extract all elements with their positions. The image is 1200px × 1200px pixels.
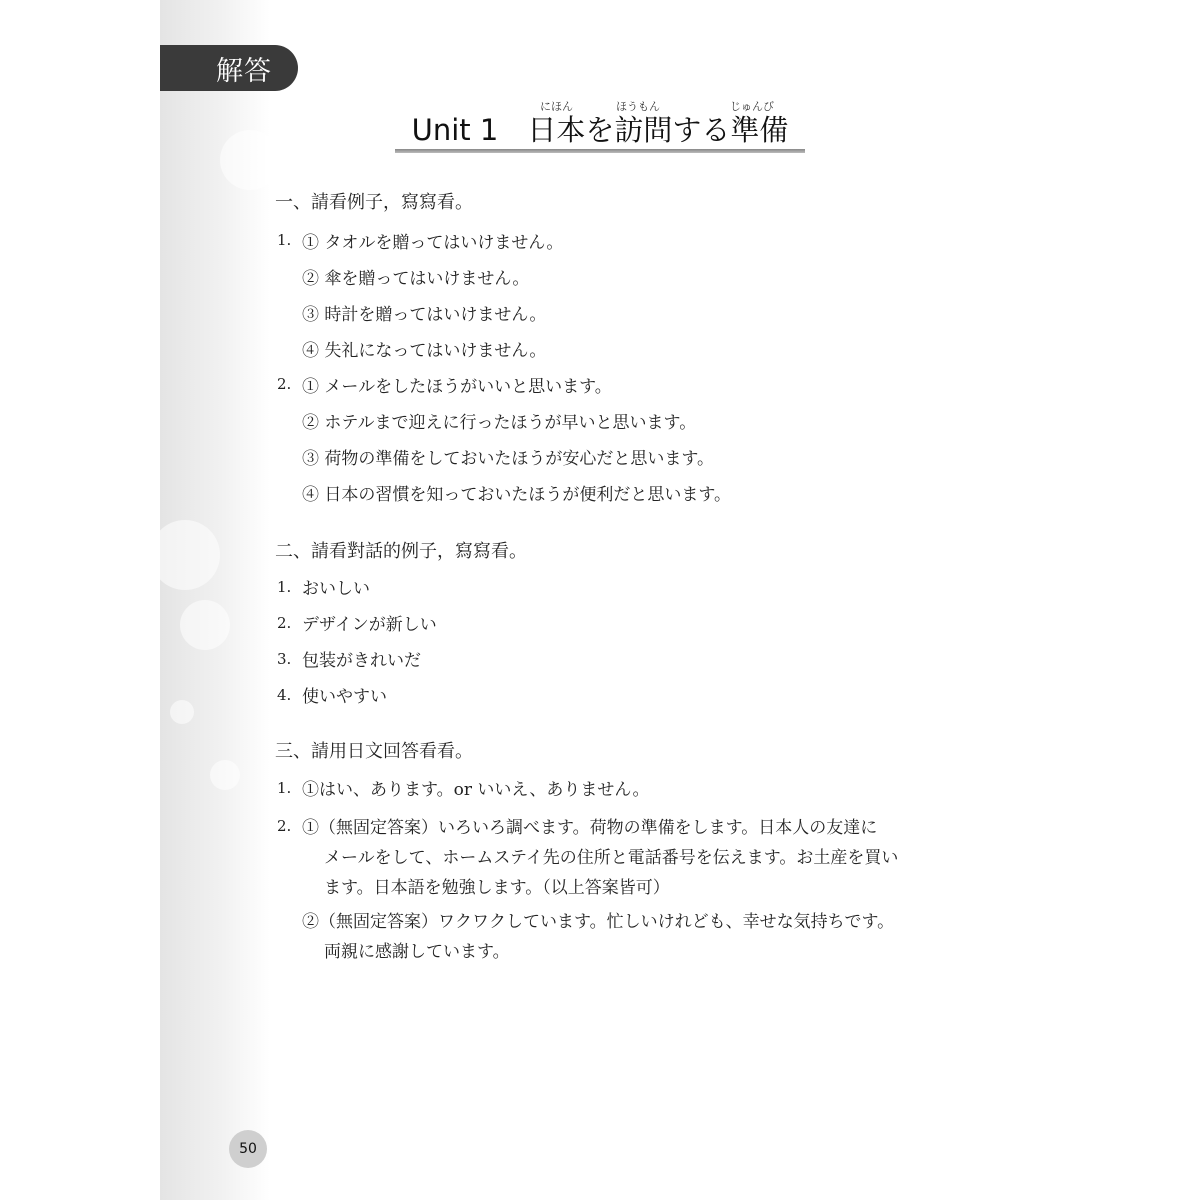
answer-line: ① メールをしたほうがいいと思います。: [302, 377, 612, 397]
page-number: 50: [229, 1130, 267, 1168]
answer-tab-label: 解答: [216, 55, 272, 87]
item-number: 1.: [277, 779, 292, 797]
page: [160, 0, 1200, 1200]
answer-line: メールをして、ホームステイ先の住所と電話番号を伝えます。お土産を買い: [324, 848, 899, 868]
item-number: 4.: [277, 686, 292, 704]
answer-line: ④ 日本の習慣を知っておいたほうが便利だと思います。: [302, 485, 732, 505]
answer-line: ます。日本語を勉強します。（以上答案皆可）: [324, 878, 670, 898]
answer-line: ③ 荷物の準備をしておいたほうが安心だと思います。: [302, 449, 715, 469]
title-ruby: ほうもん: [616, 100, 660, 113]
item-number: 1.: [277, 231, 292, 249]
answer-line: ② ホテルまで迎えに行ったほうが早いと思います。: [302, 413, 697, 433]
answer-line: 包装がきれいだ: [302, 651, 421, 671]
item-number: 2.: [277, 375, 292, 393]
title-ruby: じゅんび: [730, 100, 774, 113]
answer-tab: [160, 45, 298, 91]
answer-line: ①（無固定答案）いろいろ調べます。荷物の準備をします。日本人の友達に: [302, 818, 878, 838]
answer-line: 両親に感謝しています。: [324, 942, 510, 962]
answer-line: おいしい: [302, 579, 370, 599]
item-number: 1.: [277, 578, 292, 596]
page-title: Unit 1 日本を訪問する準備: [411, 113, 789, 147]
answer-line: ①はい、あります。or いいえ、ありません。: [302, 780, 650, 800]
item-number: 3.: [277, 650, 292, 668]
answer-line: ③ 時計を贈ってはいけません。: [302, 305, 547, 325]
title-ruby: にほん: [540, 100, 573, 113]
item-number: 2.: [277, 817, 292, 835]
answer-line: 使いやすい: [302, 687, 387, 707]
section-heading: 一、請看例子，寫寫看。: [275, 192, 473, 213]
section-heading: 三、請用日文回答看看。: [275, 741, 473, 762]
title-underline: [395, 149, 805, 153]
answer-line: ④ 失礼になってはいけません。: [302, 341, 547, 361]
item-number: 2.: [277, 614, 292, 632]
answer-line: ②（無固定答案）ワクワクしています。忙しいけれども、幸せな気持ちです。: [302, 912, 895, 932]
section-heading: 二、請看對話的例子，寫寫看。: [275, 541, 527, 562]
answer-line: ① タオルを贈ってはいけません。: [302, 233, 564, 253]
answer-line: デザインが新しい: [302, 615, 437, 635]
answer-line: ② 傘を贈ってはいけません。: [302, 269, 530, 289]
decorative-sidebar: [160, 0, 270, 1200]
